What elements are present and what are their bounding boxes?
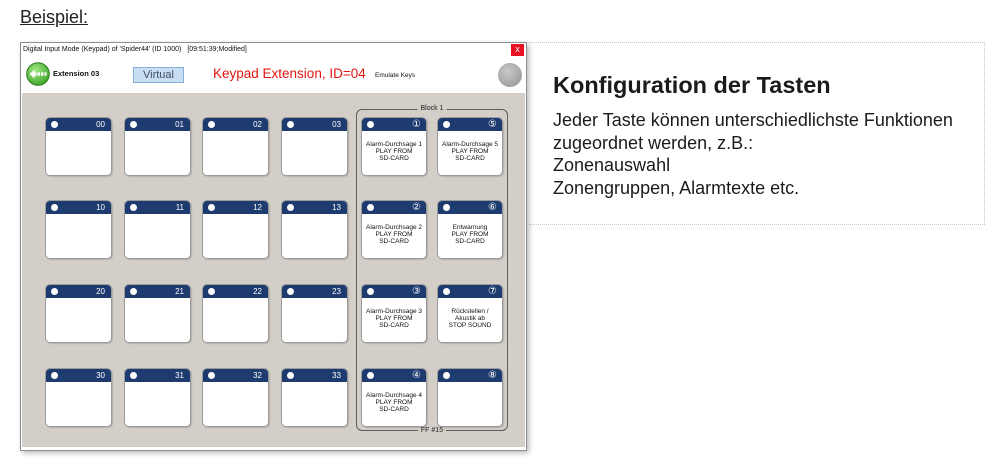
key-function-line: SD-CARD: [455, 238, 485, 245]
window-title-text: Digital Input Mode (Keypad) of 'Spider44' (ID 1000): [23, 46, 182, 53]
key-header: [203, 118, 268, 131]
key-label-area: [282, 214, 347, 224]
key-number: 02: [253, 120, 262, 129]
window-title-status: [09:51:39;Modified]: [187, 46, 247, 53]
keypad-key-31[interactable]: [124, 368, 191, 427]
key-number: 12: [253, 203, 262, 212]
key-header: [125, 285, 190, 298]
key-led-icon: [130, 121, 137, 128]
key-led-icon: [367, 121, 374, 128]
key-header: [362, 285, 426, 298]
key-number: ⑦: [488, 286, 497, 297]
keypad-key-11[interactable]: [124, 200, 191, 259]
block-key-1[interactable]: [361, 117, 427, 176]
key-label-area: [282, 382, 347, 392]
key-function-line: Rückstellen /: [451, 308, 489, 315]
key-label-area: [125, 298, 190, 308]
key-header: [362, 369, 426, 382]
emulate-keys-label: Emulate Keys: [375, 72, 416, 79]
virtual-button[interactable]: Virtual: [133, 67, 184, 83]
key-header: [46, 201, 111, 214]
key-function-line: PLAY FROM: [375, 315, 413, 322]
key-function-line: SD-CARD: [379, 155, 409, 162]
key-label-area: [362, 214, 426, 245]
info-text: [553, 109, 953, 199]
key-led-icon: [208, 121, 215, 128]
key-function-line: PLAY FROM: [375, 231, 413, 238]
key-led-icon: [443, 204, 450, 211]
key-led-icon: [51, 121, 58, 128]
key-header: [46, 118, 111, 131]
key-number: ②: [412, 202, 421, 213]
key-number: 31: [175, 371, 184, 380]
key-label-area: [362, 131, 426, 162]
key-number: 33: [332, 371, 341, 380]
key-label-area: [46, 298, 111, 308]
key-label-area: [125, 382, 190, 392]
key-label-area: [438, 382, 502, 392]
window-titlebar[interactable]: [21, 43, 526, 57]
info-panel: [529, 42, 985, 225]
block-key-2[interactable]: [361, 200, 427, 259]
key-function-line: Alarm-Durchsage 5: [442, 141, 498, 148]
block-key-8[interactable]: [437, 368, 503, 427]
key-led-icon: [367, 288, 374, 295]
key-label-area: [46, 382, 111, 392]
key-label-area: [203, 298, 268, 308]
key-header: [282, 118, 347, 131]
keypad-key-12[interactable]: [202, 200, 269, 259]
key-header: [438, 285, 502, 298]
key-led-icon: [51, 204, 58, 211]
block-key-6[interactable]: [437, 200, 503, 259]
close-button[interactable]: x: [511, 44, 524, 56]
keypad-key-22[interactable]: [202, 284, 269, 343]
key-header: [438, 201, 502, 214]
key-number: ⑤: [488, 119, 497, 130]
key-label-area: [362, 382, 426, 413]
keypad-extension-label: Keypad Extension, ID=04: [213, 66, 366, 81]
key-header: [362, 118, 426, 131]
keypad-key-33[interactable]: [281, 368, 348, 427]
block-key-3[interactable]: [361, 284, 427, 343]
key-number: ⑥: [488, 202, 497, 213]
info-line: zugeordnet werden, z.B.:: [553, 132, 754, 153]
key-label-area: [282, 298, 347, 308]
key-number: ①: [412, 119, 421, 130]
key-header: [46, 369, 111, 382]
block-key-7[interactable]: [437, 284, 503, 343]
window-title: [23, 43, 247, 57]
info-heading: Konfiguration der Tasten: [553, 72, 831, 98]
key-number: 01: [175, 120, 184, 129]
key-header: [438, 118, 502, 131]
key-label-area: [125, 214, 190, 224]
keypad-key-21[interactable]: [124, 284, 191, 343]
key-number: 20: [96, 287, 105, 296]
key-led-icon: [443, 372, 450, 379]
key-label-area: [203, 214, 268, 224]
key-label-area: [438, 131, 502, 162]
status-indicator-icon: [498, 63, 522, 87]
block-label: Block 1: [418, 105, 447, 113]
key-label-area: [203, 131, 268, 141]
info-line: Zonengruppen, Alarmtexte etc.: [553, 177, 800, 198]
key-function-line: Akustik ab: [455, 315, 485, 322]
key-led-icon: [287, 288, 294, 295]
key-number: 00: [96, 120, 105, 129]
key-header: [282, 285, 347, 298]
info-line: Zonenauswahl: [553, 155, 671, 175]
key-header: [282, 201, 347, 214]
key-function-line: SD-CARD: [379, 238, 409, 245]
key-label-area: [125, 131, 190, 141]
key-function-line: Alarm-Durchsage 4: [366, 392, 422, 399]
key-header: [438, 369, 502, 382]
back-arrow-icon[interactable]: [26, 62, 50, 86]
key-number: 30: [96, 371, 105, 380]
key-led-icon: [443, 121, 450, 128]
key-label-area: [438, 214, 502, 245]
key-number: 21: [175, 287, 184, 296]
keypad-key-30[interactable]: [45, 368, 112, 427]
key-label-area: [46, 214, 111, 224]
key-header: [125, 118, 190, 131]
key-function-line: PLAY FROM: [375, 148, 413, 155]
key-led-icon: [443, 288, 450, 295]
key-function-line: PLAY FROM: [451, 148, 489, 155]
key-label-area: [362, 298, 426, 329]
extension-label: Extension 03: [53, 69, 100, 78]
key-number: 32: [253, 371, 262, 380]
key-led-icon: [130, 288, 137, 295]
keypad-key-32[interactable]: [202, 368, 269, 427]
key-function-line: SD-CARD: [379, 322, 409, 329]
keypad-grid: [22, 93, 525, 447]
info-line: Jeder Taste können unterschiedlichste Funktionen: [553, 110, 953, 130]
key-function-line: Entwarnung: [452, 224, 488, 231]
key-led-icon: [208, 204, 215, 211]
key-header: [125, 201, 190, 214]
key-led-icon: [287, 372, 294, 379]
key-number: 03: [332, 120, 341, 129]
key-led-icon: [287, 204, 294, 211]
block-footer: FF #15: [418, 427, 446, 435]
key-label-area: [203, 382, 268, 392]
keypad-key-23[interactable]: [281, 284, 348, 343]
keypad-window: [20, 42, 527, 451]
key-function-line: Alarm-Durchsage 3: [366, 308, 422, 315]
key-label-area: [438, 298, 502, 329]
key-header: [282, 369, 347, 382]
key-function-line: Alarm-Durchsage 1: [366, 141, 422, 148]
keypad-key-10[interactable]: [45, 200, 112, 259]
key-header: [362, 201, 426, 214]
key-function-line: STOP SOUND: [448, 322, 492, 329]
key-number: ④: [412, 370, 421, 381]
key-header: [125, 369, 190, 382]
key-number: ⑧: [488, 370, 497, 381]
key-led-icon: [367, 204, 374, 211]
key-led-icon: [287, 121, 294, 128]
keypad-key-00[interactable]: [45, 117, 112, 176]
key-led-icon: [208, 288, 215, 295]
key-led-icon: [208, 372, 215, 379]
key-number: 10: [96, 203, 105, 212]
key-led-icon: [130, 204, 137, 211]
block-key-4[interactable]: [361, 368, 427, 427]
keypad-key-13[interactable]: [281, 200, 348, 259]
key-led-icon: [51, 288, 58, 295]
key-number: 23: [332, 287, 341, 296]
key-label-area: [282, 131, 347, 141]
key-number: 13: [332, 203, 341, 212]
key-header: [203, 201, 268, 214]
keypad-key-01[interactable]: [124, 117, 191, 176]
example-caption: Beispiel:: [20, 7, 89, 27]
key-number: ③: [412, 286, 421, 297]
key-header: [203, 285, 268, 298]
keypad-key-20[interactable]: [45, 284, 112, 343]
key-function-line: SD-CARD: [455, 155, 485, 162]
key-function-line: PLAY FROM: [375, 399, 413, 406]
block-key-5[interactable]: [437, 117, 503, 176]
keypad-key-03[interactable]: [281, 117, 348, 176]
keypad-key-02[interactable]: [202, 117, 269, 176]
key-led-icon: [367, 372, 374, 379]
key-label-area: [46, 131, 111, 141]
key-number: 11: [175, 203, 184, 212]
key-number: 22: [253, 287, 262, 296]
key-function-line: SD-CARD: [379, 406, 409, 413]
key-led-icon: [51, 372, 58, 379]
key-function-line: PLAY FROM: [451, 231, 489, 238]
key-header: [46, 285, 111, 298]
key-header: [203, 369, 268, 382]
key-led-icon: [130, 372, 137, 379]
key-function-line: Alarm-Durchsage 2: [366, 224, 422, 231]
